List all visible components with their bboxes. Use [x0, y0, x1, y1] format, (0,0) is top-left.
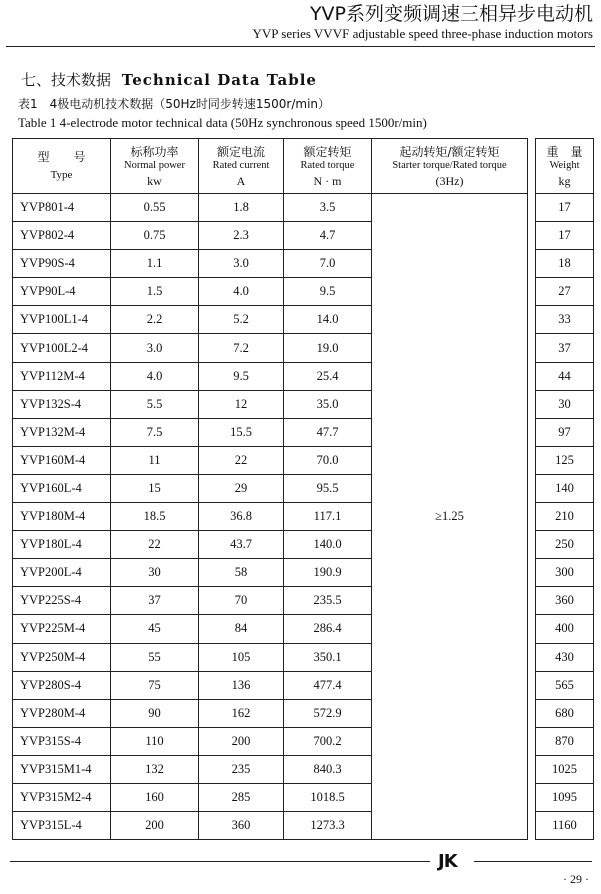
header-current: 额定电流 Rated current A — [199, 139, 284, 194]
cell-current: 12 — [199, 390, 284, 418]
cell-power: 75 — [111, 671, 199, 699]
cell-power: 1.1 — [111, 250, 199, 278]
cell-weight: 1095 — [536, 783, 594, 811]
cell-current: 5.2 — [199, 306, 284, 334]
cell-torque: 1273.3 — [284, 812, 372, 840]
cell-model: YVP315M1-4 — [13, 755, 111, 783]
cell-model: YVP100L2-4 — [13, 334, 111, 362]
cell-model: YVP160M-4 — [13, 446, 111, 474]
cell-model: YVP180L-4 — [13, 531, 111, 559]
cell-power: 11 — [111, 446, 199, 474]
column-gap — [528, 727, 536, 755]
cell-power: 110 — [111, 727, 199, 755]
cell-torque: 140.0 — [284, 531, 372, 559]
cell-current: 43.7 — [199, 531, 284, 559]
column-gap — [528, 587, 536, 615]
cell-torque: 477.4 — [284, 671, 372, 699]
cell-model: YVP250M-4 — [13, 643, 111, 671]
cell-torque: 117.1 — [284, 503, 372, 531]
cell-power: 5.5 — [111, 390, 199, 418]
cell-power: 132 — [111, 755, 199, 783]
column-gap — [528, 278, 536, 306]
cell-torque: 19.0 — [284, 334, 372, 362]
cell-weight: 17 — [536, 222, 594, 250]
cell-weight: 97 — [536, 418, 594, 446]
cell-model: YVP225S-4 — [13, 587, 111, 615]
cell-model: YVP200L-4 — [13, 559, 111, 587]
column-gap — [528, 474, 536, 502]
header-title-en: YVP series VVVF adjustable speed three-phase induction motors — [252, 26, 593, 41]
cell-weight: 125 — [536, 446, 594, 474]
cell-weight: 1160 — [536, 812, 594, 840]
footer-rule-left — [10, 861, 430, 862]
cell-weight: 870 — [536, 727, 594, 755]
cell-torque: 47.7 — [284, 418, 372, 446]
cell-current: 22 — [199, 446, 284, 474]
cell-weight: 17 — [536, 194, 594, 222]
cell-current: 200 — [199, 727, 284, 755]
table-caption-en: Table 1 4-electrode motor technical data (50Hz synchronous speed 1500r/min) — [18, 115, 427, 130]
column-gap — [528, 222, 536, 250]
column-gap — [528, 559, 536, 587]
cell-weight: 18 — [536, 250, 594, 278]
table-header-row — [13, 139, 594, 194]
column-gap — [528, 306, 536, 334]
cell-torque: 1018.5 — [284, 783, 372, 811]
column-gap — [528, 362, 536, 390]
page-number: · 29 · — [563, 872, 589, 886]
cell-torque: 190.9 — [284, 559, 372, 587]
cell-power: 4.0 — [111, 362, 199, 390]
cell-current: 360 — [199, 812, 284, 840]
column-gap — [528, 615, 536, 643]
cell-weight: 360 — [536, 587, 594, 615]
cell-weight: 250 — [536, 531, 594, 559]
cell-current: 285 — [199, 783, 284, 811]
column-gap — [528, 418, 536, 446]
cell-power: 2.2 — [111, 306, 199, 334]
cell-power: 1.5 — [111, 278, 199, 306]
cell-weight: 30 — [536, 390, 594, 418]
cell-weight: 33 — [536, 306, 594, 334]
column-gap — [528, 671, 536, 699]
cell-weight: 140 — [536, 474, 594, 502]
cell-torque: 9.5 — [284, 278, 372, 306]
cell-model: YVP801-4 — [13, 194, 111, 222]
cell-torque: 3.5 — [284, 194, 372, 222]
cell-current: 7.2 — [199, 334, 284, 362]
cell-weight: 680 — [536, 699, 594, 727]
cell-power: 7.5 — [111, 418, 199, 446]
cell-model: YVP280S-4 — [13, 671, 111, 699]
header-divider — [6, 46, 595, 47]
cell-model: YVP315S-4 — [13, 727, 111, 755]
cell-model: YVP802-4 — [13, 222, 111, 250]
cell-current: 162 — [199, 699, 284, 727]
cell-weight: 565 — [536, 671, 594, 699]
cell-weight: 210 — [536, 503, 594, 531]
cell-torque: 70.0 — [284, 446, 372, 474]
cell-current: 9.5 — [199, 362, 284, 390]
cell-model: YVP132M-4 — [13, 418, 111, 446]
column-gap — [528, 503, 536, 531]
cell-power: 160 — [111, 783, 199, 811]
section-title-cn: 七、技术数据 — [21, 71, 112, 89]
cell-power: 200 — [111, 812, 199, 840]
cell-power: 0.55 — [111, 194, 199, 222]
cell-model: YVP100L1-4 — [13, 306, 111, 334]
table-caption-cn: 表1 4极电动机技术数据（50Hz时同步转速1500r/min） — [18, 97, 331, 111]
cell-torque: 840.3 — [284, 755, 372, 783]
section-title-en: Technical Data Table — [121, 71, 317, 89]
cell-torque: 95.5 — [284, 474, 372, 502]
table-row — [13, 194, 594, 222]
column-gap — [528, 446, 536, 474]
column-gap — [528, 194, 536, 222]
column-gap — [528, 334, 536, 362]
table-body — [13, 194, 594, 840]
cell-weight: 37 — [536, 334, 594, 362]
technical-data-table — [12, 138, 594, 840]
cell-torque: 286.4 — [284, 615, 372, 643]
brand-logo: JK — [438, 851, 457, 872]
column-gap — [528, 643, 536, 671]
cell-current: 36.8 — [199, 503, 284, 531]
cell-weight: 400 — [536, 615, 594, 643]
cell-model: YVP132S-4 — [13, 390, 111, 418]
cell-torque: 35.0 — [284, 390, 372, 418]
header-power: 标称功率 Normal power kw — [111, 139, 199, 194]
header-torque: 额定转矩 Rated torque N · m — [284, 139, 372, 194]
cell-current: 3.0 — [199, 250, 284, 278]
column-gap — [528, 755, 536, 783]
cell-model: YVP280M-4 — [13, 699, 111, 727]
header-starter-torque: 起动转矩/额定转矩 Starter torque/Rated torque (3Hz) — [372, 139, 528, 194]
cell-model: YVP225M-4 — [13, 615, 111, 643]
section-title — [21, 70, 317, 90]
cell-torque: 4.7 — [284, 222, 372, 250]
cell-model: YVP315M2-4 — [13, 783, 111, 811]
cell-current: 29 — [199, 474, 284, 502]
header-type: 型 号 Type — [13, 139, 111, 194]
cell-torque: 572.9 — [284, 699, 372, 727]
cell-current: 15.5 — [199, 418, 284, 446]
cell-power: 45 — [111, 615, 199, 643]
cell-current: 136 — [199, 671, 284, 699]
cell-power: 37 — [111, 587, 199, 615]
cell-model: YVP112M-4 — [13, 362, 111, 390]
column-gap — [528, 699, 536, 727]
cell-current: 58 — [199, 559, 284, 587]
cell-weight: 27 — [536, 278, 594, 306]
cell-starter-torque-ratio: ≥1.25 — [372, 194, 528, 840]
cell-torque: 14.0 — [284, 306, 372, 334]
cell-torque: 7.0 — [284, 250, 372, 278]
cell-weight: 300 — [536, 559, 594, 587]
cell-model: YVP180M-4 — [13, 503, 111, 531]
cell-power: 30 — [111, 559, 199, 587]
cell-weight: 430 — [536, 643, 594, 671]
cell-power: 55 — [111, 643, 199, 671]
cell-current: 2.3 — [199, 222, 284, 250]
cell-power: 18.5 — [111, 503, 199, 531]
cell-model: YVP315L-4 — [13, 812, 111, 840]
cell-model: YVP90S-4 — [13, 250, 111, 278]
header-weight: 重 量 Weight kg — [536, 139, 594, 194]
column-gap — [528, 250, 536, 278]
header-title-cn: YVP系列变频调速三相异步电动机 — [309, 3, 593, 25]
cell-power: 0.75 — [111, 222, 199, 250]
column-gap — [528, 812, 536, 840]
cell-current: 4.0 — [199, 278, 284, 306]
cell-power: 3.0 — [111, 334, 199, 362]
cell-current: 105 — [199, 643, 284, 671]
cell-torque: 350.1 — [284, 643, 372, 671]
column-gap — [528, 783, 536, 811]
cell-torque: 700.2 — [284, 727, 372, 755]
cell-current: 1.8 — [199, 194, 284, 222]
cell-torque: 25.4 — [284, 362, 372, 390]
cell-current: 70 — [199, 587, 284, 615]
footer-rule-right — [474, 861, 592, 862]
cell-power: 90 — [111, 699, 199, 727]
cell-weight: 44 — [536, 362, 594, 390]
cell-power: 15 — [111, 474, 199, 502]
cell-current: 235 — [199, 755, 284, 783]
column-gap — [528, 531, 536, 559]
cell-torque: 235.5 — [284, 587, 372, 615]
cell-model: YVP160L-4 — [13, 474, 111, 502]
cell-current: 84 — [199, 615, 284, 643]
column-gap — [528, 139, 536, 194]
cell-power: 22 — [111, 531, 199, 559]
cell-model: YVP90L-4 — [13, 278, 111, 306]
column-gap — [528, 390, 536, 418]
cell-weight: 1025 — [536, 755, 594, 783]
